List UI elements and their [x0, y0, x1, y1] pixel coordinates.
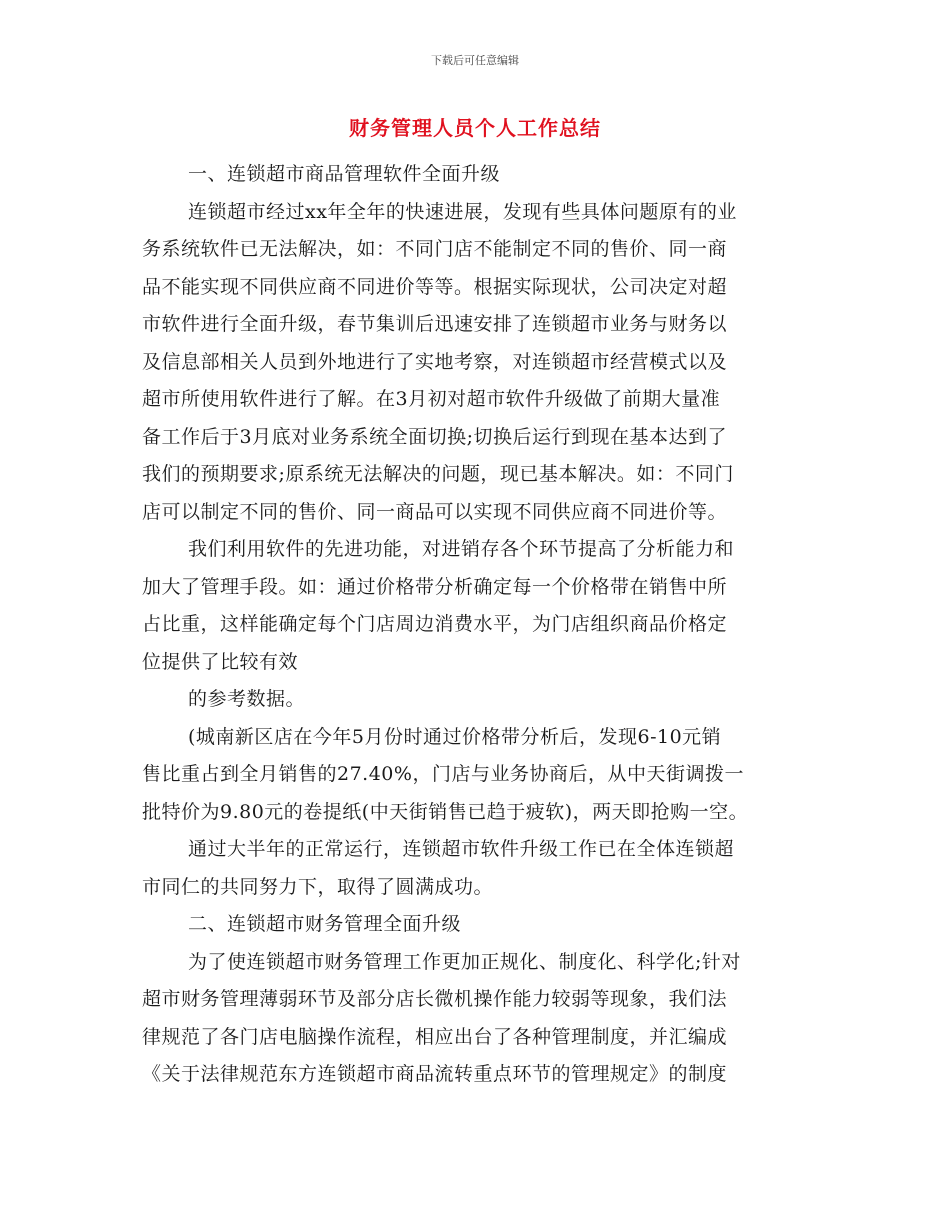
text-line: 占比重，这样能确定每个门店周边消费水平，为门店组织商品价格定: [142, 613, 728, 635]
text-line: 店可以制定不同的售价、同一商品可以实现不同供应商不同进价等。: [142, 500, 728, 523]
text-line: 我们利用软件的先进功能，对进销存各个环节提高了分析能力和: [188, 538, 735, 560]
text-line: 售比重占到全月销售的27.40%，门店与业务协商后，从中天街调拨一: [142, 763, 744, 785]
text-line: 超市财务管理薄弱环节及部分店长微机操作能力较弱等现象，我们法: [142, 988, 728, 1010]
text-line: 批特价为9.80元的卷提纸(中天街销售已趋于疲软)，两天即抢购一空。: [142, 800, 749, 823]
text-line: 通过大半年的正常运行，连锁超市软件升级工作已在全体连锁超: [188, 838, 735, 860]
text-line: 我们的预期要求;原系统无法解决的问题，现已基本解决。如：不同门: [142, 463, 734, 485]
document-body: [142, 156, 802, 1094]
text-line: 一、连锁超市商品管理软件全面升级: [188, 163, 501, 185]
text-line: 的参考数据。: [188, 688, 306, 710]
document-title: 财务管理人员个人工作总结: [349, 116, 601, 140]
text-line: 市同仁的共同努力下，取得了圆满成功。: [142, 875, 494, 898]
text-line: 加大了管理手段。如：通过价格带分析确定每一个价格带在销售中所: [142, 575, 728, 598]
text-line: (城南新区店在今年5月份时通过价格带分析后，发现6-10元销: [188, 725, 722, 748]
text-line: 品不能实现不同供应商不同进价等等。根据实际现状，公司决定对超: [142, 275, 728, 298]
text-line: 为了使连锁超市财务管理工作更加正规化、制度化、科学化;针对: [188, 950, 741, 973]
text-line: 位提供了比较有效: [142, 650, 299, 673]
text-line: 市软件进行全面升级，春节集训后迅速安排了连锁超市业务与财务以: [142, 313, 728, 335]
text-line: 超市所使用软件进行了解。在3月初对超市软件升级做了前期大量准: [142, 388, 721, 410]
header-note: 下载后可任意编辑: [431, 54, 519, 67]
text-line: 务系统软件已无法解决，如：不同门店不能制定不同的售价、同一商: [142, 238, 728, 260]
text-line: 备工作后于3月底对业务系统全面切换;切换后运行到现在基本达到了: [142, 425, 727, 448]
text-line: 《关于法律规范东方连锁超市商品流转重点环节的管理规定》的制度: [142, 1063, 728, 1085]
text-line: 及信息部相关人员到外地进行了实地考察，对连锁超市经营模式以及: [142, 350, 728, 373]
text-line: 连锁超市经过xx年全年的快速进展，发现有些具体问题原有的业: [188, 200, 737, 223]
text-line: 律规范了各门店电脑操作流程，相应出台了各种管理制度，并汇编成: [142, 1025, 728, 1048]
text-line: 二、连锁超市财务管理全面升级: [188, 913, 462, 935]
